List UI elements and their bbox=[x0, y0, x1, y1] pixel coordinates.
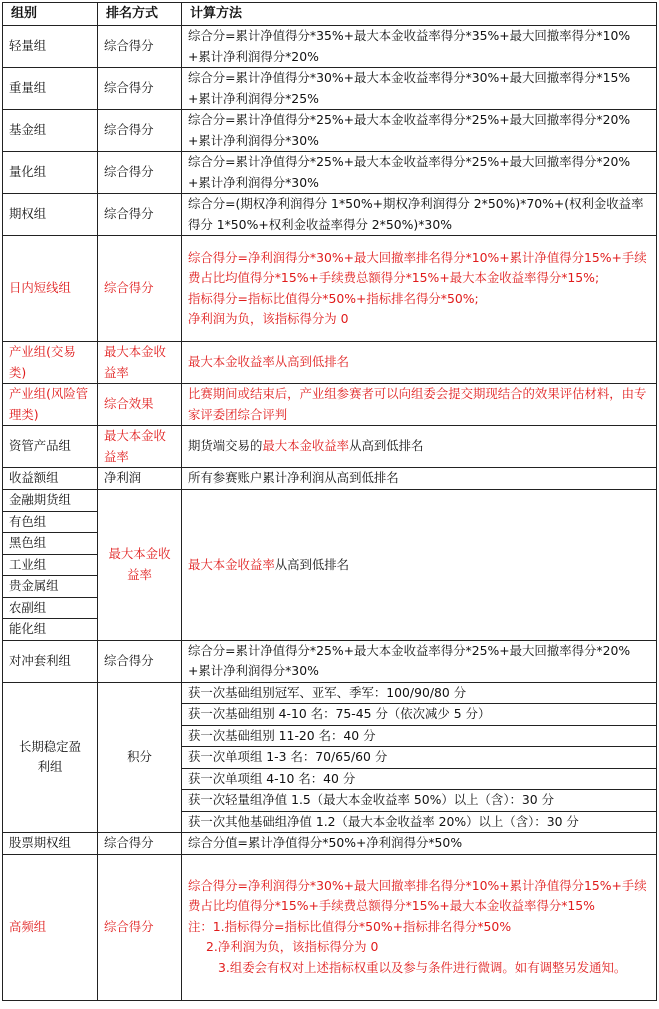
method-cell: 综合分=累计净值得分*25%+最大本金收益率得分*25%+最大回撤率得分*20%+累计净利润得分*30% bbox=[182, 110, 657, 152]
header-group: 组别 bbox=[3, 3, 98, 26]
table-row bbox=[3, 342, 657, 384]
group-cell: 日内短线组 bbox=[3, 236, 98, 342]
method-cell: 获一次其他基础组净值 1.2（最大本金收益率 20%）以上（含）：30 分 bbox=[182, 811, 657, 833]
rank-cell: 净利润 bbox=[98, 468, 182, 490]
method-text: 期货端交易的 bbox=[188, 438, 263, 454]
group-cell: 产业组(风险管理类) bbox=[3, 384, 98, 426]
header-method: 计算方法 bbox=[182, 3, 657, 26]
table-row bbox=[3, 468, 657, 490]
group-cell: 能化组 bbox=[3, 619, 98, 641]
rank-cell: 综合得分 bbox=[98, 833, 182, 855]
header-rank: 排名方式 bbox=[98, 3, 182, 26]
group-cell: 黑色组 bbox=[3, 533, 98, 555]
group-cell: 工业组 bbox=[3, 554, 98, 576]
table-row bbox=[3, 194, 657, 236]
group-cell: 基金组 bbox=[3, 110, 98, 152]
rules-table bbox=[2, 2, 657, 1001]
method-cell: 综合分值=累计净值得分*50%+净利润得分*50% bbox=[182, 833, 657, 855]
method-text: 从高到低排名 bbox=[274, 556, 350, 572]
method-cell bbox=[182, 236, 657, 342]
method-cell bbox=[182, 426, 657, 468]
method-text: 从高到低排名 bbox=[349, 438, 424, 454]
table-row bbox=[3, 682, 657, 704]
method-line: 3.组委会有权对上述指标权重以及参与条件进行微调。如有调整另发通知。 bbox=[218, 959, 627, 975]
method-cell: 获一次单项组 1-3 名：70/65/60 分 bbox=[182, 747, 657, 769]
group-cell: 农副组 bbox=[3, 597, 98, 619]
method-highlight: 最大本金收益率 bbox=[188, 556, 275, 572]
group-cell: 重量组 bbox=[3, 68, 98, 110]
rank-cell: 最大本金收益率 bbox=[98, 490, 182, 641]
table-row bbox=[3, 152, 657, 194]
rank-cell: 综合得分 bbox=[98, 236, 182, 342]
table-row bbox=[3, 426, 657, 468]
rank-cell: 综合得分 bbox=[98, 68, 182, 110]
rank-cell: 积分 bbox=[98, 682, 182, 833]
group-cell: 股票期权组 bbox=[3, 833, 98, 855]
rank-cell: 最大本金收益率 bbox=[98, 426, 182, 468]
rank-cell: 综合得分 bbox=[98, 640, 182, 682]
group-cell: 轻量组 bbox=[3, 26, 98, 68]
method-cell: 获一次轻量组净值 1.5（最大本金收益率 50%）以上（含）：30 分 bbox=[182, 790, 657, 812]
method-cell: 获一次单项组 4-10 名：40 分 bbox=[182, 768, 657, 790]
table-row bbox=[3, 68, 657, 110]
method-cell: 综合分=(期权净利润得分 1*50%+期权净利润得分 2*50%)*70%+(权利金收益率得分 1*50%+权利金收益率得分 2*50%)*30% bbox=[182, 194, 657, 236]
rank-cell: 最大本金收益率 bbox=[98, 342, 182, 384]
method-line: 净利润为负，该指标得分为 0 bbox=[188, 311, 349, 326]
header-row bbox=[3, 3, 657, 26]
table-row bbox=[3, 384, 657, 426]
group-cell: 对冲套利组 bbox=[3, 640, 98, 682]
method-cell: 最大本金收益率从高到低排名 bbox=[182, 342, 657, 384]
group-cell: 量化组 bbox=[3, 152, 98, 194]
group-cell: 有色组 bbox=[3, 511, 98, 533]
table-row bbox=[3, 640, 657, 682]
group-cell: 长期稳定盈利组 bbox=[3, 682, 98, 833]
method-highlight: 最大本金收益率 bbox=[262, 438, 350, 454]
group-cell: 期权组 bbox=[3, 194, 98, 236]
table-row bbox=[3, 110, 657, 152]
method-line: 2.净利润为负，该指标得分为 0 bbox=[206, 939, 379, 955]
method-cell: 获一次基础组别 11-20 名：40 分 bbox=[182, 725, 657, 747]
method-cell: 获一次基础组别冠军、亚军、季军：100/90/80 分 bbox=[182, 682, 657, 704]
rank-cell: 综合得分 bbox=[98, 110, 182, 152]
method-cell: 比赛期间或结束后，产业组参赛者可以向组委会提交期现结合的效果评估材料，由专家评委团综合评判 bbox=[182, 384, 657, 426]
group-cell: 收益额组 bbox=[3, 468, 98, 490]
rank-cell: 综合得分 bbox=[98, 26, 182, 68]
rank-cell: 综合得分 bbox=[98, 152, 182, 194]
method-line: 指标得分=指标比值得分*50%+指标排名得分*50%; bbox=[188, 290, 479, 306]
method-cell: 综合分=累计净值得分*30%+最大本金收益率得分*30%+最大回撤率得分*15%+累计净利润得分*25% bbox=[182, 68, 657, 110]
method-cell bbox=[182, 490, 657, 641]
group-cell: 金融期货组 bbox=[3, 490, 98, 512]
method-cell: 综合分=累计净值得分*25%+最大本金收益率得分*25%+最大回撤率得分*20%+累计净利润得分*30% bbox=[182, 640, 657, 682]
group-cell: 产业组(交易类) bbox=[3, 342, 98, 384]
table-row bbox=[3, 833, 657, 855]
method-line: 综合得分=净利润得分*30%+最大回撤率排名得分*10%+累计净值得分15%+手续费占比均值得分*15%+手续费总额得分*15%+最大本金收益率得分*15%; bbox=[188, 249, 647, 285]
rank-cell: 综合得分 bbox=[98, 854, 182, 1000]
method-cell: 所有参赛账户累计净利润从高到低排名 bbox=[182, 468, 657, 490]
method-line: 注：1.指标得分=指标比值得分*50%+指标排名得分*50% bbox=[188, 918, 512, 934]
table-row bbox=[3, 490, 657, 512]
table-row bbox=[3, 236, 657, 342]
method-cell: 综合分=累计净值得分*35%+最大本金收益率得分*35%+最大回撤率得分*10%+累计净利润得分*20% bbox=[182, 26, 657, 68]
method-line: 综合得分=净利润得分*30%+最大回撤率排名得分*10%+累计净值得分15%+手续费占比均值得分*15%+手续费总额得分*15%+最大本金收益率得分*15% bbox=[188, 877, 647, 914]
group-cell: 贵金属组 bbox=[3, 576, 98, 598]
rank-cell: 综合得分 bbox=[98, 194, 182, 236]
group-cell: 高频组 bbox=[3, 854, 98, 1000]
group-cell: 资管产品组 bbox=[3, 426, 98, 468]
table-row bbox=[3, 854, 657, 1000]
method-cell bbox=[182, 854, 657, 1000]
rank-cell: 综合效果 bbox=[98, 384, 182, 426]
method-cell: 获一次基础组别 4-10 名：75-45 分（依次减少 5 分） bbox=[182, 704, 657, 726]
table-row bbox=[3, 26, 657, 68]
method-cell: 综合分=累计净值得分*25%+最大本金收益率得分*25%+最大回撤率得分*20%+累计净利润得分*30% bbox=[182, 152, 657, 194]
